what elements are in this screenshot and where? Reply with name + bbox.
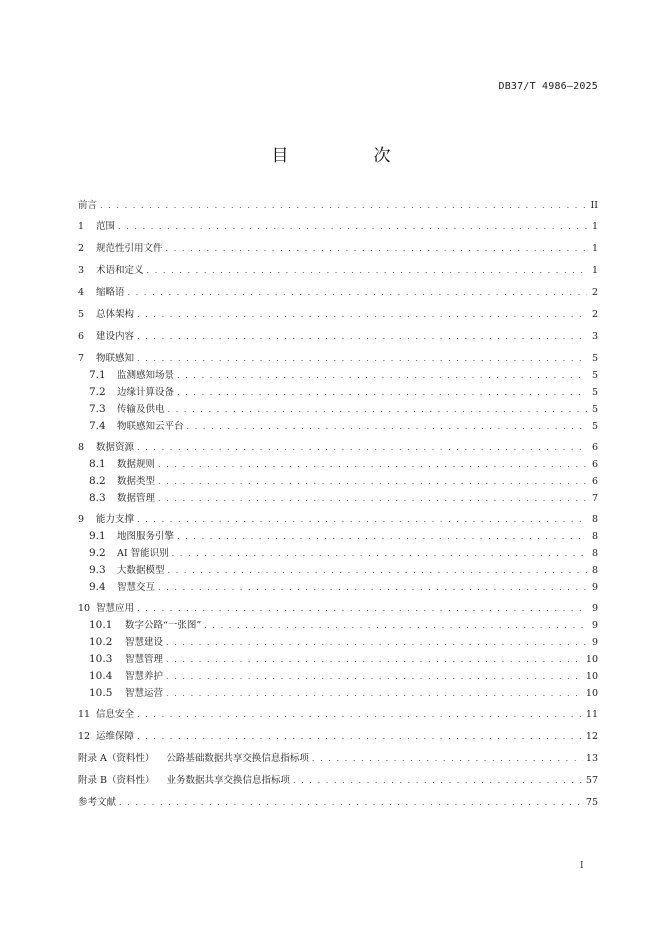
- dot-leader: [158, 493, 587, 504]
- dot-leader: [158, 582, 587, 593]
- toc-entry-title: 边缘计算设备: [117, 387, 175, 398]
- toc-entry-title: 缩略语: [96, 287, 125, 298]
- toc-entry-number: 4: [78, 287, 85, 298]
- toc-entry-title: 能力支撑: [96, 514, 135, 525]
- toc-entry-page: 5: [591, 353, 598, 364]
- toc-entry-page: 1: [591, 243, 598, 254]
- toc-entry-number: 11: [78, 709, 91, 720]
- toc-entry-page: 6: [591, 476, 598, 487]
- toc-entry-title: 监测感知场景: [117, 370, 175, 381]
- dot-leader: [166, 654, 583, 665]
- toc-entry[interactable]: [78, 671, 598, 682]
- toc-entry-number: 9.2: [89, 547, 106, 559]
- toc-entry-number: 10.2: [89, 636, 113, 648]
- toc-entry-number: 7.1: [89, 369, 106, 381]
- dot-leader: [128, 287, 587, 298]
- toc-entry-title: 物联感知云平台: [117, 421, 184, 432]
- toc-entry-number: 7.4: [89, 420, 106, 432]
- toc-entry-title: 范围: [96, 221, 116, 232]
- toc-entry-title: 运维保障: [96, 731, 135, 742]
- dot-leader: [119, 797, 583, 808]
- toc-entry-page: 5: [591, 421, 598, 432]
- toc-entry-number: 9.1: [89, 530, 106, 542]
- toc-entry-title: 数据管理: [117, 493, 156, 504]
- toc-entry-title: 智慧建设: [125, 637, 164, 648]
- toc-entry-page: 8: [591, 548, 598, 559]
- toc-entry-number: 附录 A（资料性）: [78, 753, 155, 764]
- standard-code: DB37/T 4986—2025: [498, 81, 598, 92]
- toc-entry[interactable]: [78, 775, 598, 786]
- toc-entry[interactable]: [78, 353, 598, 364]
- toc-entry-number: 8.3: [89, 492, 106, 504]
- toc-entry-title: 规范性引用文件: [96, 243, 163, 254]
- toc-entry[interactable]: [78, 637, 598, 648]
- toc-entry-title: 智慧应用: [96, 603, 135, 614]
- toc-entry-title: 物联感知: [96, 353, 135, 364]
- toc-entry-page: 10: [585, 671, 598, 682]
- toc-entry-page: 13: [585, 753, 598, 764]
- toc-entry[interactable]: [78, 753, 598, 764]
- dot-leader: [172, 548, 587, 559]
- toc-entry-number: 7.3: [89, 403, 106, 415]
- toc-entry-title: 智慧管理: [125, 654, 164, 665]
- dot-leader: [147, 265, 587, 276]
- toc-entry-title: 总体架构: [96, 309, 135, 320]
- toc-entry-page: 1: [591, 221, 598, 232]
- toc-entry[interactable]: [78, 514, 598, 525]
- toc-entry[interactable]: [78, 221, 598, 232]
- toc-entry[interactable]: [78, 309, 598, 320]
- toc-entry-page: 2: [591, 287, 598, 298]
- toc-entry-page: 5: [591, 404, 598, 415]
- toc-entry-page: 8: [591, 531, 598, 542]
- dot-leader: [137, 331, 587, 342]
- toc-entry-page: 5: [591, 387, 598, 398]
- toc-entry[interactable]: [78, 476, 598, 487]
- toc-entry-number: 10.5: [89, 687, 113, 699]
- dot-leader: [168, 565, 587, 576]
- toc-entry[interactable]: [78, 243, 598, 254]
- toc-entry-page: 75: [585, 797, 598, 808]
- toc-entry-number: 10.4: [89, 670, 113, 682]
- dot-leader: [118, 221, 587, 232]
- toc-entry-number: 1: [78, 221, 85, 232]
- toc-entry[interactable]: [78, 421, 598, 432]
- toc-entry-number: 7.2: [89, 386, 106, 398]
- dot-leader: [137, 309, 587, 320]
- toc-entry-number: 8.1: [89, 458, 106, 470]
- toc-entry[interactable]: [78, 654, 598, 665]
- toc-entry-page: 1: [591, 265, 598, 276]
- dot-leader: [187, 421, 587, 432]
- toc-entry-title: 建设内容: [96, 331, 135, 342]
- toc-entry[interactable]: [78, 582, 598, 593]
- toc-entry-page: II: [590, 200, 598, 211]
- toc-entry-title: 数据资源: [96, 442, 135, 453]
- toc-entry-title: 数据类型: [117, 476, 156, 487]
- toc-entry-page: 8: [591, 514, 598, 525]
- toc-entry-number: 3: [78, 265, 85, 276]
- toc-entry-page: 9: [591, 620, 598, 631]
- toc-entry[interactable]: [78, 565, 598, 576]
- toc-entry-title: 地图服务引擎: [117, 531, 175, 542]
- toc-entry-title: AI 智能识别: [117, 548, 169, 559]
- toc-entry-page: 7: [591, 493, 598, 504]
- toc-entry-number: 8.2: [89, 475, 106, 487]
- dot-leader: [158, 476, 587, 487]
- toc-entry-number: 10.1: [89, 619, 113, 631]
- toc-entry[interactable]: [78, 731, 598, 742]
- dot-leader: [137, 709, 583, 720]
- dot-leader: [100, 200, 587, 211]
- toc-entry-title: 智慧运营: [125, 688, 164, 699]
- toc-entry[interactable]: [78, 688, 598, 699]
- dot-leader: [166, 243, 587, 254]
- toc-entry[interactable]: [78, 797, 598, 808]
- toc-entry-number: 9.3: [89, 564, 106, 576]
- toc-entry-page: 6: [591, 459, 598, 470]
- toc-entry-title: 参考文献: [78, 797, 117, 808]
- toc-entry-title: 智慧养护: [125, 671, 164, 682]
- toc-entry[interactable]: [78, 404, 598, 415]
- toc-entry[interactable]: [78, 287, 598, 298]
- toc-entry[interactable]: [78, 620, 598, 631]
- toc-entry[interactable]: [78, 603, 598, 614]
- toc-entry[interactable]: [78, 331, 598, 342]
- toc-entry-page: 12: [585, 731, 598, 742]
- dot-leader: [158, 459, 587, 470]
- toc-entry-title: 数据规则: [117, 459, 156, 470]
- toc-entry-page: 57: [585, 775, 598, 786]
- toc-entry-title: 智慧交互: [117, 582, 156, 593]
- toc-entry[interactable]: [78, 200, 598, 211]
- toc-entry[interactable]: [78, 459, 598, 470]
- dot-leader: [137, 731, 583, 742]
- dot-leader: [177, 387, 587, 398]
- dot-leader: [177, 531, 587, 542]
- toc-entry[interactable]: [78, 265, 598, 276]
- toc-entry-title: 传输及供电: [117, 404, 165, 415]
- toc-entry-number: 10: [78, 603, 91, 614]
- dot-leader: [166, 637, 587, 648]
- table-of-contents: [78, 200, 598, 808]
- dot-leader: [137, 353, 587, 364]
- toc-entry-title: 前言: [78, 200, 98, 211]
- toc-entry[interactable]: [78, 442, 598, 453]
- toc-entry[interactable]: [78, 709, 598, 720]
- dot-leader: [293, 775, 583, 786]
- toc-entry[interactable]: [78, 387, 598, 398]
- toc-entry-title: 数字公路“一张图”: [125, 620, 202, 631]
- toc-entry-title: 公路基础数据共享交换信息指标项: [166, 753, 309, 764]
- toc-entry[interactable]: [78, 493, 598, 504]
- dot-leader: [137, 442, 587, 453]
- toc-entry-title: 信息安全: [96, 709, 135, 720]
- dot-leader: [137, 603, 587, 614]
- toc-entry-number: 10.3: [89, 653, 113, 665]
- toc-entry-page: 9: [591, 603, 598, 614]
- toc-entry-title: 术语和定义: [96, 265, 144, 276]
- toc-entry-number: 5: [78, 309, 85, 320]
- toc-entry-page: 3: [591, 331, 598, 342]
- toc-entry-page: 11: [585, 709, 598, 720]
- toc-entry-page: 10: [585, 688, 598, 699]
- toc-entry-page: 9: [591, 582, 598, 593]
- toc-entry-title: 业务数据共享交换信息指标项: [166, 775, 291, 786]
- toc-entry-number: 8: [78, 442, 85, 453]
- dot-leader: [177, 370, 587, 381]
- dot-leader: [137, 514, 587, 525]
- toc-entry-page: 2: [591, 309, 598, 320]
- toc-entry[interactable]: [78, 370, 598, 381]
- toc-entry-page: 10: [585, 654, 598, 665]
- toc-entry-number: 7: [78, 353, 85, 364]
- toc-entry[interactable]: [78, 531, 598, 542]
- toc-entry-number: 2: [78, 243, 85, 254]
- toc-entry-page: 5: [591, 370, 598, 381]
- toc-entry-number: 9.4: [89, 581, 106, 593]
- toc-entry-page: 6: [591, 442, 598, 453]
- toc-entry-page: 9: [591, 637, 598, 648]
- toc-entry-number: 12: [78, 731, 91, 742]
- dot-leader: [312, 753, 583, 764]
- toc-entry-number: 附录 B（资料性）: [78, 775, 155, 786]
- toc-entry-number: 9: [78, 514, 85, 525]
- dot-leader: [166, 671, 583, 682]
- toc-entry[interactable]: [78, 548, 598, 559]
- page-number: I: [580, 861, 584, 871]
- toc-entry-number: 6: [78, 331, 85, 342]
- dot-leader: [168, 404, 587, 415]
- dot-leader: [204, 620, 587, 631]
- dot-leader: [166, 688, 583, 699]
- toc-title: 目 次: [271, 146, 425, 166]
- toc-entry-title: 大数据模型: [117, 565, 165, 576]
- toc-entry-page: 8: [591, 565, 598, 576]
